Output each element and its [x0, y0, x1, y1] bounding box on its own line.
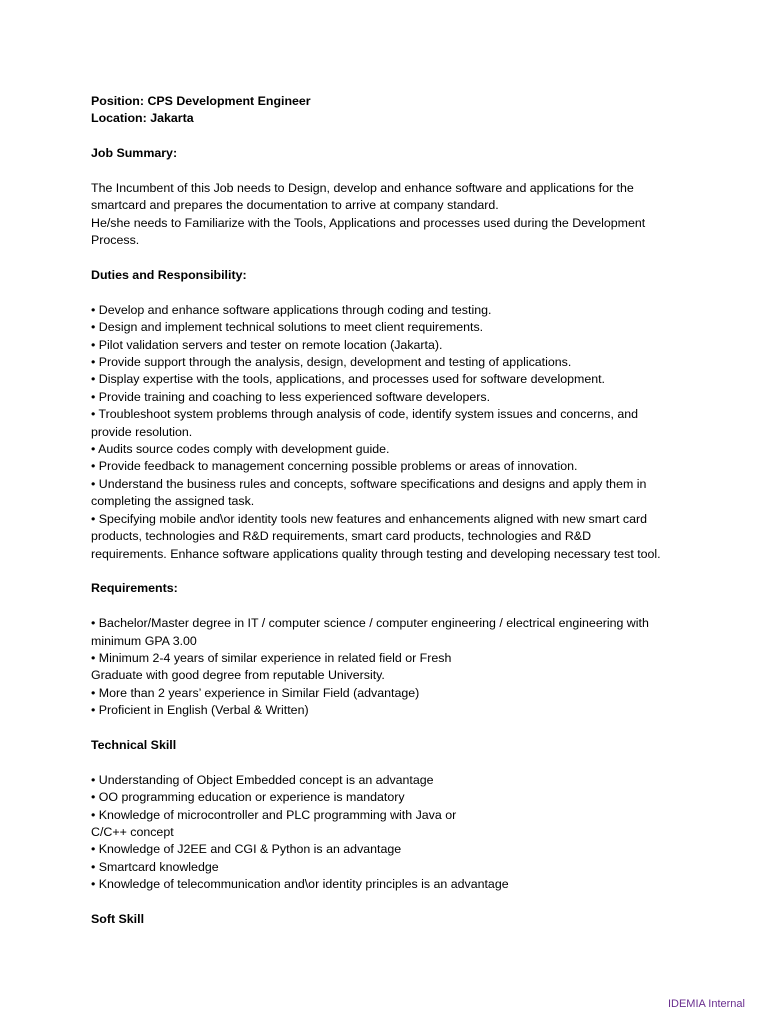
- list-item: • Provide feedback to management concerning possible problems or areas of innovation.: [91, 459, 578, 474]
- duties-heading: Duties and Responsibility:: [91, 268, 247, 283]
- list-item: • Proficient in English (Verbal & Written): [91, 703, 309, 718]
- list-item: • Specifying mobile and\or identity tools new features and enhancements aligned with new smart card: [91, 511, 648, 526]
- spacer: [91, 250, 691, 267]
- soft-skill-heading: Soft Skill: [91, 911, 145, 926]
- list-item: • Knowledge of J2EE and CGI & Python is an advantage: [91, 842, 402, 857]
- paragraph-line: smartcard and prepares the documentation to arrive at company standard.: [91, 198, 499, 213]
- spacer: [91, 284, 691, 301]
- list-item: • Understand the business rules and concepts, software specifications and designs and apply them in: [91, 476, 647, 491]
- list-item: • Minimum 2-4 years of similar experience in related field or Fresh: [91, 650, 452, 665]
- classification-label: IDEMIA Internal: [667, 998, 745, 1010]
- technical-skill-list: [91, 772, 691, 894]
- list-item: • Knowledge of telecommunication and\or identity principles is an advantage: [91, 877, 509, 892]
- list-item: • More than 2 years’ experience in Similar Field (advantage): [91, 685, 420, 700]
- list-item: Graduate with good degree from reputable University.: [91, 668, 385, 683]
- requirements-list: [91, 615, 691, 719]
- list-item: minimum GPA 3.00: [91, 633, 197, 648]
- paragraph-line: He/she needs to Familiarize with the Tools, Applications and processes used during the Development: [91, 215, 646, 230]
- spacer: [91, 894, 691, 911]
- list-item: • Knowledge of microcontroller and PLC programming with Java or: [91, 807, 457, 822]
- list-item: • Provide training and coaching to less experienced software developers.: [91, 389, 491, 404]
- list-item: • Design and implement technical solutions to meet client requirements.: [91, 320, 484, 335]
- list-item: completing the assigned task.: [91, 494, 255, 509]
- list-item: • Pilot validation servers and tester on remote location (Jakarta).: [91, 337, 443, 352]
- job-summary-text: [91, 180, 691, 250]
- spacer: [91, 128, 691, 145]
- spacer: [91, 563, 691, 580]
- spacer: [91, 163, 691, 180]
- list-item: requirements. Enhance software applications quality through testing and developing necessary test tool.: [91, 546, 661, 561]
- list-item: • Audits source codes comply with development guide.: [91, 442, 390, 457]
- job-description: [91, 93, 691, 928]
- list-item: • Display expertise with the tools, applications, and processes used for software development.: [91, 372, 605, 387]
- list-item: provide resolution.: [91, 424, 193, 439]
- list-item: • Smartcard knowledge: [91, 859, 219, 874]
- job-summary-heading: Job Summary:: [91, 146, 178, 161]
- list-item: • Develop and enhance software applications through coding and testing.: [91, 302, 492, 317]
- list-item: • Understanding of Object Embedded concept is an advantage: [91, 772, 434, 787]
- paragraph-line: Process.: [91, 233, 140, 248]
- spacer: [91, 720, 691, 737]
- list-item: • OO programming education or experience is mandatory: [91, 790, 405, 805]
- list-item: C/C++ concept: [91, 824, 174, 839]
- spacer: [91, 598, 691, 615]
- location-line: Location: Jakarta: [91, 111, 194, 126]
- spacer: [91, 754, 691, 771]
- technical-skill-heading: Technical Skill: [91, 737, 177, 752]
- list-item: • Troubleshoot system problems through analysis of code, identify system issues and concerns, and: [91, 407, 639, 422]
- list-item: • Provide support through the analysis, design, development and testing of applications.: [91, 355, 572, 370]
- list-item: products, technologies and R&D requirements, smart card products, technologies and R&D: [91, 529, 592, 544]
- requirements-heading: Requirements:: [91, 581, 178, 596]
- paragraph-line: The Incumbent of this Job needs to Design, develop and enhance software and applications for the: [91, 181, 634, 195]
- position-title: Position: CPS Development Engineer: [91, 94, 311, 108]
- list-item: • Bachelor/Master degree in IT / computer science / computer engineering / electrical engineering with: [91, 616, 649, 631]
- duties-list: [91, 302, 691, 563]
